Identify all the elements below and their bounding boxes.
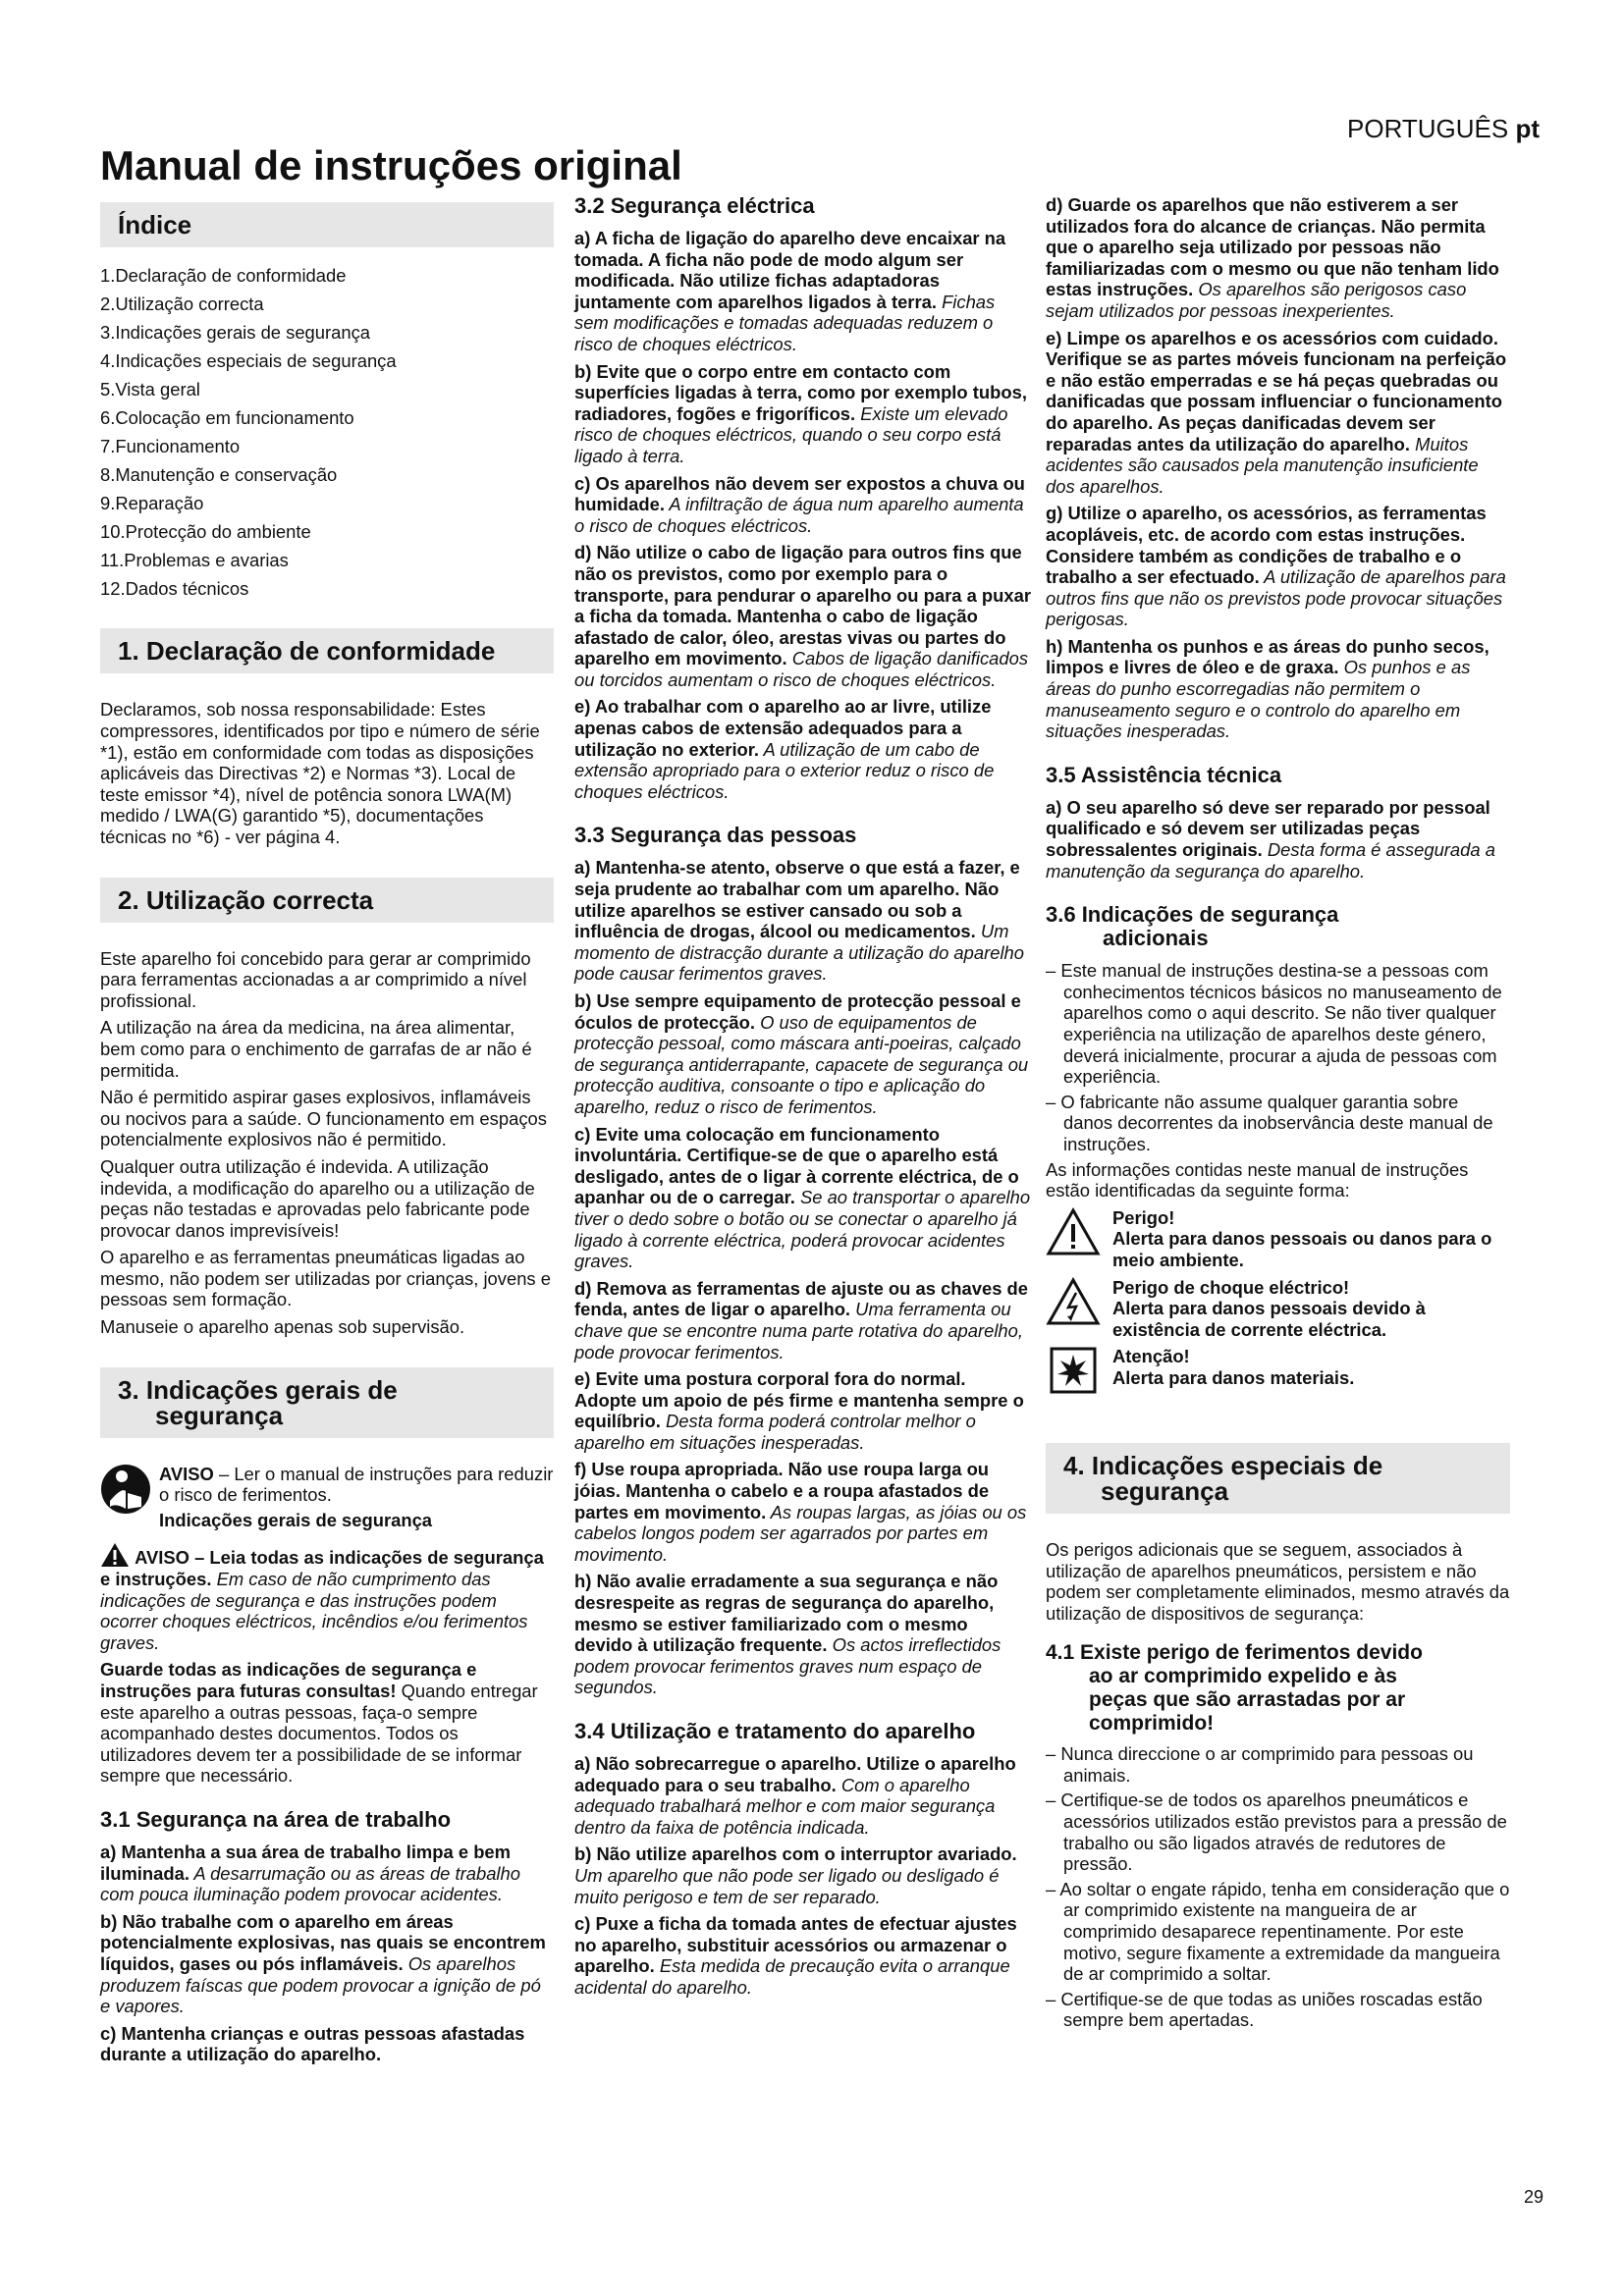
section-3-4-item xyxy=(1046,194,1510,322)
aviso-text: – Ler o manual de instruções para reduzir o risco de ferimentos. xyxy=(159,1463,554,1506)
section-2-para: O aparelho e as ferramentas pneumáticas ligadas ao mesmo, não podem ser utilizadas por crianças, jovens e pessoas sem formação. xyxy=(100,1247,551,1310)
item-bold: a) Não sobrecarregue o aparelho. Utilize o aparelho adequado para o seu trabalho. xyxy=(574,1753,1016,1795)
language-name: PORTUGUÊS xyxy=(1347,114,1509,143)
item-bold: b) Use sempre equipamento de protecção pessoal e óculos de protecção. xyxy=(574,990,1021,1033)
section-3-4-item xyxy=(1046,328,1510,498)
section-3-2-item xyxy=(574,696,1031,802)
section-3-5-heading: 3.5 Assistência técnica xyxy=(1046,762,1282,787)
warning-title: Atenção! xyxy=(1112,1346,1190,1367)
item-italic: Se ao transportar o aparelho tiver o dedo sobre o botão ou se conectar o aparelho já ligado à corrente eléctrica, poderá provocar acidentes graves. xyxy=(574,1187,1031,1272)
aviso-label: AVISO xyxy=(159,1463,214,1484)
section-3-6-heading xyxy=(1046,903,1510,950)
section-3-heading-line2: segurança xyxy=(155,1400,284,1430)
column-middle xyxy=(574,194,1031,2004)
item-italic: Os aparelhos são perigosos caso sejam utilizados por pessoas inexperientes. xyxy=(1046,279,1467,321)
aviso-read-all-italic: Em caso de não cumprimento das indicações de segurança e das instruções podem ocorrer choques eléctricos, incêndios e/ou ferimentos graves. xyxy=(100,1569,528,1653)
section-3-3-item xyxy=(574,1459,1031,1565)
section-4-1-heading-line4: comprimido! xyxy=(1089,1712,1215,1735)
dash-item: – Certifique-se de todos os aparelhos pneumáticos e acessórios utilizados estão previstos para a pressão de trabalho ou são ligados através de redutores de pressão. xyxy=(1046,1789,1507,1875)
item-italic: Desta forma poderá controlar melhor o aparelho em situações inesperadas. xyxy=(574,1411,976,1453)
item-italic: Os actos irreflectidos podem provocar ferimentos graves num espaço de segundos. xyxy=(574,1634,1001,1698)
item-italic: A infiltração de água num aparelho aumenta o risco de choques eléctricos. xyxy=(574,494,1024,536)
section-2-heading: 2. Utilização correcta xyxy=(100,878,554,923)
item-bold: d) Remova as ferramentas de ajuste ou as chaves de fenda, antes de ligar o aparelho. xyxy=(574,1277,1029,1320)
dash-item-text: Este manual de instruções destina-se a pessoas com conhecimentos técnicos básicos no manuseamento de aparelhos como o aqui descrito. Se não tiver qualquer experiência na utilização de aparelhos deste género, deverá inicialmente, procurar a ajuda de pessoas com experiência. xyxy=(1060,960,1502,1088)
column-left xyxy=(100,194,554,2071)
dash-item-text: Nunca direccione o ar comprimido para pessoas ou animais. xyxy=(1060,1743,1474,1786)
section-1-text: Declaramos, sob nossa responsabilidade: Estes compressores, identificados por tipo e número de série *1), estão em conformidade com todas as disposições aplicáveis das Directivas *2) e Normas *3). Local de teste emissor *4), nível de potência sonora LWA(M) medido / LWA(G) garantido *5), documentações técnicas no *6) - ver página 4. xyxy=(100,699,540,847)
dash-item-text: Certifique-se de todos os aparelhos pneumáticos e acessórios utilizados estão previstos para a pressão de trabalho ou são ligados através de redutores de pressão. xyxy=(1060,1789,1507,1875)
aviso-read-all-bold: AVISO – Leia todas as indicações de segurança e instruções. xyxy=(100,1547,544,1590)
index-item[interactable]: 2.Utilização correcta xyxy=(100,293,264,314)
index-item[interactable]: 10.Protecção do ambiente xyxy=(100,520,311,542)
item-italic: Cabos de ligação danificados ou torcidos aumentam o risco de choques eléctricos. xyxy=(574,648,1029,690)
item-bold: c) Os aparelhos não devem ser expostos a chuva ou humidade. xyxy=(574,472,1025,515)
section-3-6-heading-line2: adicionais xyxy=(1103,926,1209,951)
warning-text: Alerta para danos pessoais devido à existência de corrente eléctrica. xyxy=(1112,1298,1426,1340)
index-item[interactable]: 5.Vista geral xyxy=(100,378,200,400)
item-italic: As roupas largas, as jóias ou os cabelos longos podem ser agarrados por partes em movimento. xyxy=(574,1501,1027,1565)
section-3-3-heading: 3.3 Segurança das pessoas xyxy=(574,823,857,848)
section-3-2-item xyxy=(574,542,1031,690)
index-item[interactable]: 1.Declaração de conformidade xyxy=(100,265,347,286)
item-italic: Desta forma é assegurada a manutenção da segurança do aparelho. xyxy=(1046,839,1495,881)
section-4-text: Os perigos adicionais que se seguem, associados à utilização de aparelhos pneumáticos, persistem e não podem ser completamente eliminados, mesmo através da utilização de dispositivos de segurança: xyxy=(1046,1538,1510,1624)
section-4-1-heading-line2: ao ar comprimido expelido e às xyxy=(1089,1665,1397,1688)
item-italic: Um aparelho que não pode ser ligado ou desligado é muito perigoso e tem de ser reparado. xyxy=(574,1864,1000,1907)
section-3-2-item xyxy=(574,361,1031,467)
section-4-heading xyxy=(1046,1443,1510,1514)
warning-text: Alerta para danos pessoais ou danos para o meio ambiente. xyxy=(1112,1228,1492,1270)
item-bold: e) Limpe os aparelhos e os acessórios com cuidado. Verifique se as partes móveis funcionam na perfeição e não estão emperradas e se há peças quebradas ou danificadas que possam influenciar o funcionamento do aparelho. As peças danificadas devem ser reparadas antes da utilização do aparelho. xyxy=(1046,327,1507,454)
item-italic: Esta medida de precaução evita o arranque acidental do aparelho. xyxy=(574,1955,1010,1998)
section-3-heading xyxy=(100,1367,554,1438)
keep-instructions-bold: Guarde todas as indicações de segurança e instruções para futuras consultas! xyxy=(100,1659,477,1702)
section-3-3-item xyxy=(574,990,1031,1118)
item-bold: g) Utilize o aparelho, os acessórios, as ferramentas acopláveis, etc. de acordo com estas instruções. Considere também as condições de trabalho e o trabalho a ser efectuado. xyxy=(1046,503,1487,588)
item-italic: A utilização de um cabo de extensão apropriado para o exterior reduz o risco de choques eléctricos. xyxy=(574,738,995,802)
item-italic: Fichas sem modificações e tomadas adequadas reduzem o risco de choques eléctricos. xyxy=(574,291,996,354)
column-right xyxy=(1046,194,1510,2035)
item-italic: Um momento de distracção durante a utilização do aparelho pode causar ferimentos graves. xyxy=(574,921,1025,985)
section-3-4-item xyxy=(1046,636,1510,742)
section-3-1-b xyxy=(100,1911,554,2017)
index-item[interactable]: 8.Manutenção e conservação xyxy=(100,463,338,485)
item-italic: A utilização de aparelhos para outros fins que não os previstos pode provocar situações perigosas. xyxy=(1046,566,1506,630)
index-item[interactable]: 12.Dados técnicos xyxy=(100,577,249,599)
keep-instructions xyxy=(100,1659,554,1787)
section-2-para: Não é permitido aspirar gases explosivos, inflamáveis ou nocivos para a saúde. O funcionamento em espaços potencialmente explosivos não é permitido. xyxy=(100,1087,547,1150)
section-4-1-heading-line1: 4.1 Existe perigo de ferimentos devido xyxy=(1046,1641,1423,1665)
item-bold: c) Mantenha crianças e outras pessoas afastadas durante a utilização do aparelho. xyxy=(100,2022,525,2065)
keep-instructions-text: Quando entregar este aparelho a outras pessoas, faça-o sempre acompanhado destes documentos. Todos os utilizadores devem ter a possibilidade de se informar sempre que necessário. xyxy=(100,1681,538,1787)
item-bold: e) Evite uma postura corporal fora do normal. Adopte um apoio de pés firme e mantenha sempre o equilíbrio. xyxy=(574,1368,1024,1432)
item-bold: h) Não avalie erradamente a sua segurança e não desrespeite as regras de segurança do aparelho, mesmo se estiver familiarizado com o mesmo devido à utilização frequente. xyxy=(574,1571,999,1656)
general-safety-subheading: Indicações gerais de segurança xyxy=(159,1509,433,1530)
index-item[interactable]: 3.Indicações gerais de segurança xyxy=(100,321,371,343)
electric-shock-icon xyxy=(1046,1277,1101,1331)
section-3-2-heading: 3.2 Segurança eléctrica xyxy=(574,193,815,218)
section-2-para: Este aparelho foi concebido para gerar ar comprimido para ferramentas accionadas a ar comprimido a nível profissional. xyxy=(100,947,531,1011)
item-bold: h) Mantenha os punhos e as áreas do punho secos, limpos e livres de óleo e de graxa. xyxy=(1046,635,1489,678)
section-3-3-item xyxy=(574,1368,1031,1453)
section-3-4-item xyxy=(574,1913,1031,1998)
material-damage-icon xyxy=(1046,1346,1101,1400)
dash-item-text: Certifique-se de que todas as uniões roscadas estão sempre bem apertadas. xyxy=(1060,1988,1483,2031)
item-bold: a) Mantenha a sua área de trabalho limpa e bem iluminada. xyxy=(100,1841,512,1884)
section-3-3-item xyxy=(574,1278,1031,1362)
item-bold: b) Não trabalhe com o aparelho em áreas potencialmente explosivas, nas quais se encontrem líquidos, gases ou pós inflamáveis. xyxy=(100,1910,546,1974)
index-list xyxy=(100,265,554,599)
item-bold: b) Evite que o corpo entre em contacto com superfícies ligadas à terra, como por exemplo tubos, radiadores, fogões e frigoríficos. xyxy=(574,360,1027,424)
item-italic: Os aparelhos produzem faíscas que podem provocar a ignição de pó e vapores. xyxy=(100,1952,541,2017)
item-bold: a) O seu aparelho só deve ser reparado por pessoal qualificado e só devem ser utilizadas peças sobressalentes originais. xyxy=(1046,796,1490,861)
dash-item-text: Ao soltar o engate rápido, tenha em consideração que o ar comprimido existente na mangueira de ar comprimido desaparece repentinamente. Por este motivo, segure fixamente a extremidade da mangueira de ar comprimido a soltar. xyxy=(1059,1878,1510,1985)
section-4-1-heading xyxy=(1046,1641,1510,1735)
dash-item: – Este manual de instruções destina-se a pessoas com conhecimentos técnicos básicos no manuseamento de aparelhos como o aqui descrito. Se não tiver qualquer experiência na utilização de aparelhos deste género, deverá inicialmente, procurar a ajuda de pessoas com experiência. xyxy=(1046,960,1502,1088)
dash-item: – Ao soltar o engate rápido, tenha em consideração que o ar comprimido existente na mangueira de ar comprimido desaparece repentinamente. Por este motivo, segure fixamente a extremidade da mangueira de ar comprimido a soltar. xyxy=(1046,1878,1510,1985)
warning-text: Alerta para danos materiais. xyxy=(1112,1366,1355,1388)
section-3-heading-line1: 3. Indicações gerais de xyxy=(118,1374,398,1405)
item-bold: d) Guarde os aparelhos que não estiverem a ser utilizados fora do alcance de crianças. Não permita que o aparelho seja utilizado por pessoas não familiarizadas com o mesmo ou que não tenham lido estas instruções. xyxy=(1046,194,1499,300)
section-3-1-a xyxy=(100,1842,554,1905)
attention-warning xyxy=(1046,1346,1510,1400)
section-4-1-heading-line3: peças que são arrastadas por ar xyxy=(1089,1688,1406,1712)
item-bold: b) Não utilize aparelhos com o interruptor avariado. xyxy=(574,1843,1017,1865)
section-3-4-item xyxy=(1046,503,1510,630)
danger-warning xyxy=(1046,1207,1510,1271)
item-bold: a) Mantenha-se atento, observe o que está a fazer, e seja prudente ao trabalhar com um aparelho. Não utilize aparelhos se estiver cansado ou sob a influência de drogas, álcool ou medicamentos. xyxy=(574,857,1020,942)
section-4-heading-line1: 4. Indicações especiais de xyxy=(1063,1450,1383,1480)
index-item[interactable]: 4.Indicações especiais de segurança xyxy=(100,349,397,371)
item-bold: e) Ao trabalhar com o aparelho ao ar livre, utilize apenas cabos de extensão adequados para a utilização no exterior. xyxy=(574,696,992,760)
language-label xyxy=(1347,114,1540,144)
section-2-para: A utilização na área da medicina, na área alimentar, bem como para o enchimento de garrafas de ar não é permitida. xyxy=(100,1017,532,1081)
item-bold: a) A ficha de ligação do aparelho deve encaixar na tomada. A ficha não pode de modo algum ser modificada. Não utilize fichas adaptadoras juntamente com aparelhos ligados à terra. xyxy=(574,228,1006,312)
item-italic: Muitos acidentes são causados pela manutenção insuficiente dos aparelhos. xyxy=(1046,433,1479,497)
section-3-2-item xyxy=(574,473,1031,537)
warning-title: Perigo! xyxy=(1112,1206,1175,1228)
dash-item: – Nunca direccione o ar comprimido para pessoas ou animais. xyxy=(1046,1743,1474,1786)
electric-shock-warning xyxy=(1046,1277,1510,1341)
index-heading: Índice xyxy=(100,202,554,247)
item-italic: O uso de equipamentos de protecção pessoal, como máscara anti-poeiras, calçado de segurança antiderrapante, capacete de segurança ou protecção auditiva, consoante o tipo e aplicação do aparelho, reduz o risco de ferimentos. xyxy=(574,1011,1029,1117)
section-3-5-item xyxy=(1046,797,1510,881)
index-item[interactable]: 11.Problemas e avarias xyxy=(100,549,289,570)
section-3-2-item xyxy=(574,228,1031,355)
item-bold: f) Use roupa apropriada. Não use roupa larga ou jóias. Mantenha o cabelo e a roupa afastados de partes em movimento. xyxy=(574,1459,990,1522)
page-title: Manual de instruções original xyxy=(100,142,682,188)
read-manual-warning xyxy=(100,1464,554,1537)
warning-title: Perigo de choque eléctrico! xyxy=(1112,1276,1350,1298)
section-3-6-intro: As informações contidas neste manual de instruções estão identificadas da seguinte forma: xyxy=(1046,1158,1469,1201)
section-3-4-item xyxy=(574,1753,1031,1838)
item-italic: Existe um elevado risco de choques eléctricos, quando o seu corpo está ligado à terra. xyxy=(574,402,1008,466)
item-italic: A desarrumação ou as áreas de trabalho com pouca iluminação podem provocar acidentes. xyxy=(100,1862,520,1905)
index-item[interactable]: 7.Funcionamento xyxy=(100,435,241,456)
section-3-1-heading: 3.1 Segurança na área de trabalho xyxy=(100,1806,452,1832)
read-manual-icon xyxy=(100,1464,151,1520)
section-3-6-heading-line1: 3.6 Indicações de segurança xyxy=(1046,902,1339,928)
section-3-1-c xyxy=(100,2023,554,2065)
index-item[interactable]: 6.Colocação em funcionamento xyxy=(100,406,354,428)
section-2-para: Manuseie o aparelho apenas sob supervisão. xyxy=(100,1316,465,1338)
item-bold: c) Puxe a ficha da tomada antes de efectuar ajustes no aparelho, substituir acessórios ou armazenar o aparelho. xyxy=(574,1913,1017,1977)
dash-item: – Certifique-se de que todas as uniões roscadas estão sempre bem apertadas. xyxy=(1046,1988,1483,2031)
item-italic: Os punhos e as áreas do punho escorregadias não permitem o manuseamento seguro e o controlo do aparelho em situações inesperadas. xyxy=(1046,657,1471,742)
warning-triangle-icon xyxy=(100,1547,130,1568)
item-bold: d) Não utilize o cabo de ligação para outros fins que não os previstos, como por exemplo para o transporte, para pendurar o aparelho ou para a puxar a ficha da tomada. Mantenha o cabo de ligação afastado de calor, óleo, arestas vivas ou partes do aparelho em movimento. xyxy=(574,542,1031,669)
dash-item: – O fabricante não assume qualquer garantia sobre danos decorrentes da inobservância deste manual de instruções. xyxy=(1046,1091,1493,1154)
section-3-3-item xyxy=(574,1124,1031,1272)
section-3-4-heading: 3.4 Utilização e tratamento do aparelho xyxy=(574,1719,976,1743)
section-2-para: Qualquer outra utilização é indevida. A utilização indevida, a modificação do aparelho ou a utilização de peças não testadas e aprovadas pelo fabricante pode provocar danos imprevisíveis! xyxy=(100,1155,535,1241)
item-bold: c) Evite uma colocação em funcionamento involuntária. Certifique-se de que o aparelho está desligado, antes de o ligar à corrente eléctrica, de o apanhar ou de o carregar. xyxy=(574,1123,1019,1208)
item-italic: Uma ferramenta ou chave que se encontre numa parte rotativa do aparelho, pode provocar ferimentos. xyxy=(574,1299,1024,1362)
aviso-read-all xyxy=(100,1542,554,1653)
language-code: pt xyxy=(1515,114,1540,143)
section-3-3-item xyxy=(574,857,1031,985)
danger-triangle-icon xyxy=(1046,1207,1101,1261)
index-item[interactable]: 9.Reparação xyxy=(100,492,204,513)
dash-item-text: O fabricante não assume qualquer garantia sobre danos decorrentes da inobservância deste manual de instruções. xyxy=(1060,1091,1493,1154)
section-3-4-item xyxy=(574,1843,1031,1907)
section-1-heading: 1. Declaração de conformidade xyxy=(100,628,554,673)
section-4-heading-line2: segurança xyxy=(1101,1475,1229,1506)
section-3-3-item xyxy=(574,1571,1031,1698)
item-italic: Com o aparelho adequado trabalhará melhor e com maior segurança dentro da faixa de potência indicada. xyxy=(574,1774,996,1838)
page-number: 29 xyxy=(1524,2187,1544,2207)
